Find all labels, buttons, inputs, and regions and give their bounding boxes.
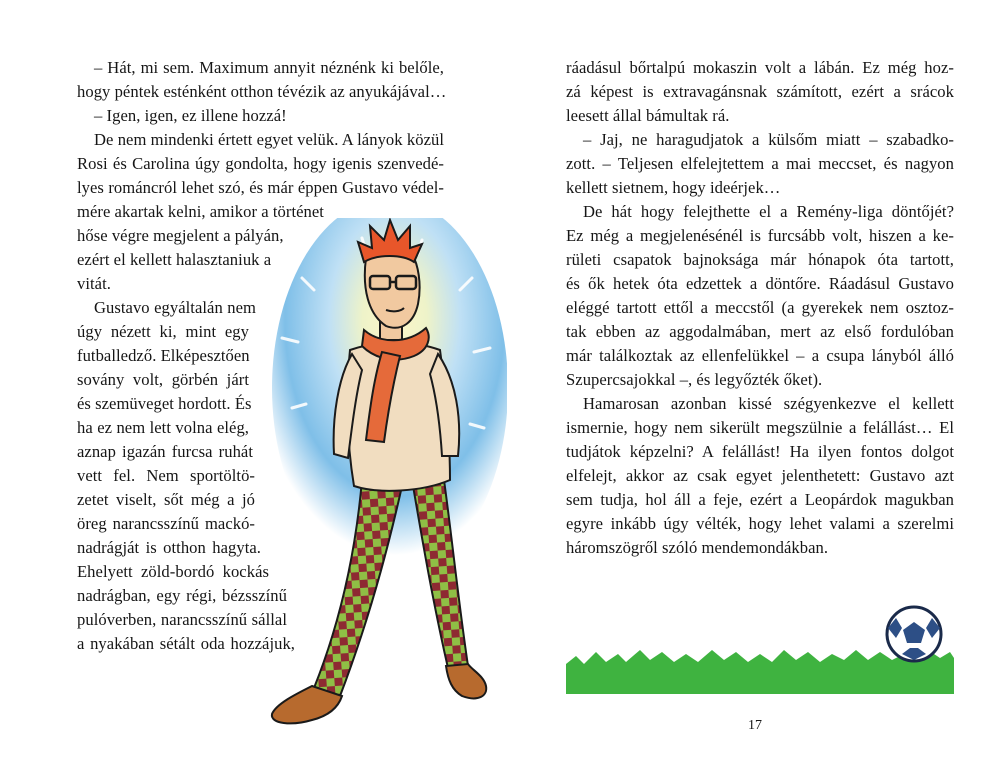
text-line: rületi csapatok bajnoksága már hónapok óta tartott, <box>566 250 954 269</box>
text-line: Ez még a megjelenésénél is furcsább volt, hiszen a ke- <box>566 226 954 245</box>
text-line: ismernie, hogy nem sikerült megszülnie a felállást… El <box>566 418 954 437</box>
text-line: zott. – Teljesen elfelejtettem a mai meccset, és nagyon <box>566 154 954 173</box>
text-line: kellett sietnem, hogy ideérjek… <box>566 178 781 197</box>
text-line: már találkoztak az ellenfelükkel – a csupa lányból álló <box>566 346 954 365</box>
text-line: zá képest is extravagánsnak számított, ezért a srácok <box>566 82 954 101</box>
text-line: – Hát, mi sem. Maximum annyit néznénk ki belőle, <box>94 58 444 77</box>
text-line: sovány volt, görbén járt <box>77 370 249 389</box>
text-line: sem tudja, hol áll a feje, ezért a Leopárdok magukban <box>566 490 954 509</box>
text-line: tudjátok képzelni? A felállást! Ha ilyen fontos dolgot <box>566 442 954 461</box>
text-line: mére akartak kelni, amikor a történet <box>77 202 324 221</box>
text-line: – Jaj, ne haragudjatok a külsőm miatt – szabadko- <box>583 130 954 149</box>
text-line: és szemüveget hordott. És <box>77 394 252 413</box>
text-line: tak ebben az aggodalmában, mert az első fordulóban <box>566 322 954 341</box>
text-line: nadrágban, egy régi, bézsszínű <box>77 586 287 605</box>
text-line: elfelejt, akkor az csak egyet jelenthetett: Gustavo azt <box>566 466 954 485</box>
text-line: háromszögről szóló mendemondákban. <box>566 538 829 557</box>
text-line: ha ez nem lett volna elég, <box>77 418 249 437</box>
soccer-ball-icon <box>887 607 941 661</box>
text-line: Szupercsajokkal –, és legyőzték őket). <box>566 370 823 389</box>
text-line: vett fel. Nem sportöltö- <box>77 466 255 485</box>
text-line: Hamarosan azonban kissé szégyenkezve el kellett <box>583 394 954 413</box>
text-line: De nem mindenki értett egyet velük. A lányok közül <box>94 130 444 149</box>
grass-strip-illustration <box>566 604 956 696</box>
text-line: ráadásul bőrtalpú mokaszin volt a lábán. Ez még hoz- <box>566 58 954 77</box>
text-line: futballedző. Elképesztően <box>77 346 250 365</box>
text-line: lyes románcról lehet szó, és már éppen Gustavo védel- <box>77 178 444 197</box>
text-line: úgy nézett ki, mint egy <box>77 322 249 341</box>
text-line: hőse végre megjelent a pályán, <box>77 226 284 245</box>
text-line: hogy péntek esténként otthon tévézik az anyukájával… <box>77 82 447 101</box>
text-line: és ők hetek óta edzettek a döntőre. Ráadásul Gustavo <box>566 274 954 293</box>
text-line: a nyakában sétált oda hozzájuk, <box>77 634 295 653</box>
text-line: leesett állal bámultak rá. <box>566 106 730 125</box>
text-line: eléggé tartott ettől a meccstől (a gyerekek nem osztoz- <box>566 298 954 317</box>
text-line: pulóverben, narancsszínű sállal <box>77 610 287 629</box>
text-line: aznap igazán furcsa ruhát <box>77 442 253 461</box>
text-line: zetet viselt, sőt még a jó <box>77 490 255 509</box>
text-line: Ehelyett zöld-bordó kockás <box>77 562 269 581</box>
text-line: egyre inkább úgy vélték, hogy lehet valami a szerelmi <box>566 514 954 533</box>
text-line: öreg narancsszínű mackó- <box>77 514 255 533</box>
text-line: ezért el kellett halasztaniuk a <box>77 250 272 269</box>
gustavo-walking-illustration <box>262 218 507 740</box>
text-line: Gustavo egyáltalán nem <box>94 298 256 317</box>
text-line: vitát. <box>77 274 111 293</box>
text-line: nadrágját is otthon hagyta. <box>77 538 261 557</box>
text-line: De hát hogy felejthette el a Remény-liga döntőjét? <box>583 202 954 221</box>
page-number: 17 <box>748 718 762 733</box>
text-line: Rosi és Carolina úgy gondolta, hogy igenis szenvedé- <box>77 154 444 173</box>
text-line: – Igen, igen, ez illene hozzá! <box>94 106 287 125</box>
